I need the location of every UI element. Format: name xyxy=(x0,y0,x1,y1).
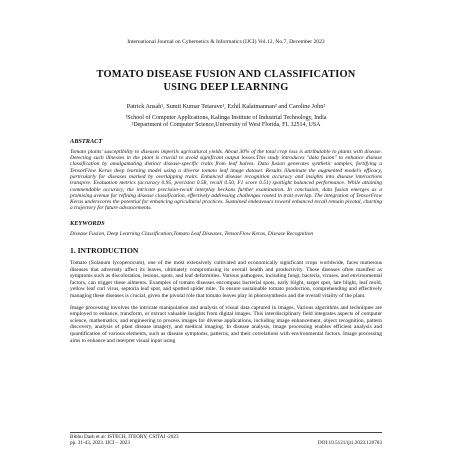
page-footer xyxy=(70,432,382,446)
affiliation-2: ²Department of Computer Science,University of West Florida, FL 32514, USA xyxy=(131,122,321,129)
footer-line-1: Bibhu Dash et al: ISTECH, ITEORY, CSITAI -2023 xyxy=(70,434,179,440)
authors: Patrick Ansah¹, Sumit Kumar Tetarave¹, Ezhil Kalaimannan² and Caroline John² xyxy=(126,103,326,110)
keywords-text: Disease Fusion, Deep Learning Classification,Tomato Leaf Diseases, TensorFlow Keras, Disease Recognition xyxy=(70,230,314,237)
title-line-2: USING DEEP LEARNING xyxy=(163,81,289,93)
paper-title xyxy=(70,69,382,94)
abstract-heading: ABSTRACT xyxy=(70,137,103,145)
affiliation-1: ¹School of Computer Applications, Kalinga Institute of Industrial Technology, India xyxy=(125,115,327,121)
journal-header: International Journal on Cybernetics & Informatics (IJCI) Vol.12, No.7, December 2023 xyxy=(127,39,325,45)
introduction-paragraph-1: Tomato (Solanum lycopersicum), one of the most extensively cultivated and economically significant crops worldwide, faces numerous diseases that adversely affect its leaves, ultimately compromising its overall health and productivity. These diseases often manifest as symptoms such as discoloration, lesions, spots, and leaf deformities. Various pathogens, including fungi, bacteria, viruses, and environmental factors, can trigger these ailments. Examples of tomato diseases encompass bacterial spots, early blight, target spot, late blight, leaf mold, yellow leaf curl virus, septoria leaf spot, and spotted spider mite. To ensure sustainable tomato production, comprehending and effectively managing these diseases is crucial, given the pivotal role that tomato leaves play in photosynthesis and the overall vitality of the plant. xyxy=(70,260,382,300)
introduction-heading: 1. INTRODUCTION xyxy=(70,246,139,256)
footer-doi: DOI:10.5121/ijci.2023.120703 xyxy=(317,440,382,447)
keywords-heading: KEYWORDS xyxy=(70,219,105,227)
affiliations xyxy=(70,115,382,130)
introduction-paragraph-2: Image processing involves the intricate manipulation and analysis of visual data captured in images. Various algorithms and techniques are employed to enhance, transform, or extract valuable insights from digital images. This interdisciplinary field integrates aspects of computer science, mathematics, and engineering to process images for diverse applications, including image enhancement, object recognition, pattern discovery, analysis of plant disease imagery, and medical imaging. In disease analysis, image processing enables efficient analysis and quantification of various elements, such as disease symptoms, patterns, and their correlations with environmental factors. Image processing aims to enhance and interpret visual input using xyxy=(70,304,382,344)
title-line-1: TOMATO DISEASE FUSION AND CLASSIFICATION xyxy=(96,69,356,80)
footer-pages: pp. 31-43, 2023. IJCI – 2023 xyxy=(70,440,130,447)
abstract-text: Tomato plants' susceptibility to diseases imperils agricultural yields. About 30% of the total crop loss is attributable to plants with disease. Detecting such illnesses in the plant is crucial to avoid significant output losses.This study introduces "data fusion" to enhance disease classification by amalgamating distinct disease-specific traits from leaf halves. Data fusion generates synthetic samples, fortifying a TensorFlow Keras deep learning model using a diverse tomato leaf image dataset. Results illuminate the augmented model's efficacy, particularly for diseases marked by overlapping traits. Enhanced disease recognition accuracy and insights into disease interactions transpire. Evaluation metrics (accuracy 0.95, precision 0.58, recall 0.50, F1 score 0.51) spotlight balanced performance. While attaining commendable accuracy, the intricate precision-recall interplay beckons further examination. In conclusion, data fusion emerges as a promising avenue for refining disease classification, effectively addressing challenges rooted in trait overlap. The integration of TensorFlow Keras underscores the potential for enhancing agricultural practices. Sustained endeavours toward enhanced recall remain pivotal, charting a trajectory for future advancements. xyxy=(70,148,382,212)
